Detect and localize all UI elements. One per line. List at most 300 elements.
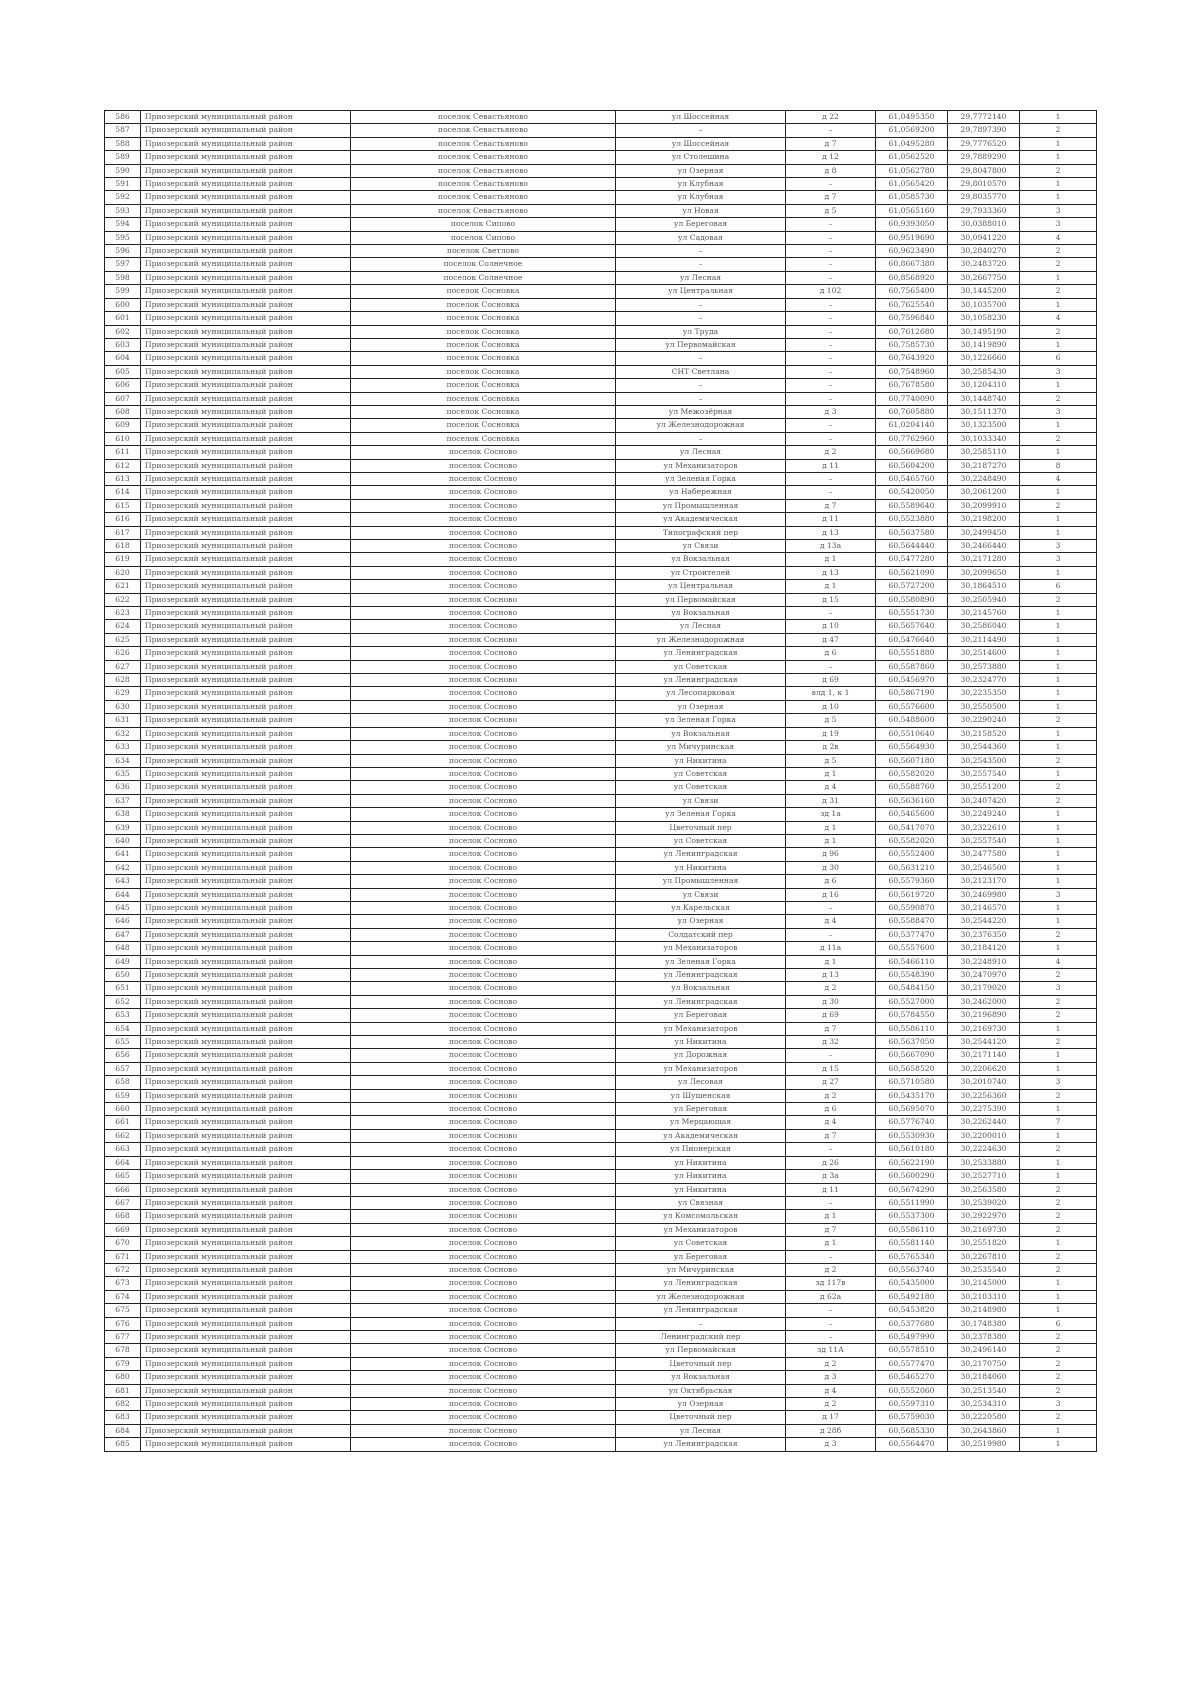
cell-street: ул Первомайская bbox=[616, 338, 786, 351]
cell-house: д 1 bbox=[786, 834, 876, 847]
cell-latitude: 60,5377470 bbox=[876, 928, 948, 941]
cell-settlement: поселок Сосново bbox=[351, 901, 616, 914]
cell-longitude: 30,2513540 bbox=[948, 1384, 1020, 1397]
table-row bbox=[105, 1049, 1097, 1062]
cell-street: ул Советская bbox=[616, 834, 786, 847]
table-row bbox=[105, 754, 1097, 767]
table-row bbox=[105, 727, 1097, 740]
cell-row-number: 588 bbox=[105, 137, 141, 150]
cell-raion: Приозерский муниципальный район bbox=[141, 405, 351, 418]
cell-house: д 11 bbox=[786, 513, 876, 526]
cell-longitude: 30,2535540 bbox=[948, 1263, 1020, 1276]
cell-street: ул Никитина bbox=[616, 861, 786, 874]
cell-raion: Приозерский муниципальный район bbox=[141, 486, 351, 499]
cell-latitude: 60,5622190 bbox=[876, 1156, 948, 1169]
cell-street: ул Дорожная bbox=[616, 1049, 786, 1062]
cell-row-number: 619 bbox=[105, 553, 141, 566]
cell-raion: Приозерский муниципальный район bbox=[141, 794, 351, 807]
cell-settlement: поселок Сосновка bbox=[351, 392, 616, 405]
cell-count: 1 bbox=[1020, 767, 1097, 780]
table-row bbox=[105, 1062, 1097, 1075]
cell-house: д 5 bbox=[786, 754, 876, 767]
cell-settlement: поселок Сосново bbox=[351, 1196, 616, 1209]
cell-latitude: 60,5497990 bbox=[876, 1330, 948, 1343]
cell-longitude: 30,2505940 bbox=[948, 593, 1020, 606]
cell-row-number: 629 bbox=[105, 687, 141, 700]
cell-settlement: поселок Севастьяново bbox=[351, 204, 616, 217]
cell-longitude: 30,2206620 bbox=[948, 1062, 1020, 1075]
cell-street: ул Ленинградская bbox=[616, 1277, 786, 1290]
cell-settlement: поселок Севастьяново bbox=[351, 164, 616, 177]
cell-street: ул Связи bbox=[616, 540, 786, 553]
table-row bbox=[105, 526, 1097, 539]
cell-longitude: 30,2378380 bbox=[948, 1330, 1020, 1343]
cell-latitude: 60,7596840 bbox=[876, 312, 948, 325]
cell-raion: Приозерский муниципальный район bbox=[141, 821, 351, 834]
cell-latitude: 60,7565400 bbox=[876, 285, 948, 298]
cell-house: – bbox=[786, 231, 876, 244]
cell-house: – bbox=[786, 1049, 876, 1062]
cell-raion: Приозерский муниципальный район bbox=[141, 204, 351, 217]
cell-row-number: 610 bbox=[105, 432, 141, 445]
cell-raion: Приозерский муниципальный район bbox=[141, 312, 351, 325]
cell-settlement: поселок Сосновка bbox=[351, 325, 616, 338]
cell-raion: Приозерский муниципальный район bbox=[141, 1384, 351, 1397]
table-row bbox=[105, 191, 1097, 204]
cell-row-number: 676 bbox=[105, 1317, 141, 1330]
table-row bbox=[105, 687, 1097, 700]
cell-settlement: поселок Сосново bbox=[351, 995, 616, 1008]
cell-latitude: 60,5523880 bbox=[876, 513, 948, 526]
cell-house: д 13 bbox=[786, 526, 876, 539]
cell-count: 1 bbox=[1020, 137, 1097, 150]
cell-house: д 2 bbox=[786, 1357, 876, 1370]
cell-row-number: 614 bbox=[105, 486, 141, 499]
cell-raion: Приозерский муниципальный район bbox=[141, 566, 351, 579]
cell-raion: Приозерский муниципальный район bbox=[141, 352, 351, 365]
cell-longitude: 30,2184060 bbox=[948, 1371, 1020, 1384]
cell-house: д 1 bbox=[786, 821, 876, 834]
cell-house: – bbox=[786, 338, 876, 351]
table-row bbox=[105, 741, 1097, 754]
cell-raion: Приозерский муниципальный район bbox=[141, 231, 351, 244]
cell-raion: Приозерский муниципальный район bbox=[141, 808, 351, 821]
cell-latitude: 60,7605880 bbox=[876, 405, 948, 418]
cell-count: 1 bbox=[1020, 875, 1097, 888]
cell-street: ул Мерцающая bbox=[616, 1116, 786, 1129]
cell-row-number: 609 bbox=[105, 419, 141, 432]
cell-count: 2 bbox=[1020, 754, 1097, 767]
cell-longitude: 30,2544120 bbox=[948, 1036, 1020, 1049]
cell-street: Солдатский пер bbox=[616, 928, 786, 941]
cell-raion: Приозерский муниципальный район bbox=[141, 660, 351, 673]
table-row bbox=[105, 392, 1097, 405]
cell-count: 2 bbox=[1020, 1223, 1097, 1236]
cell-count: 1 bbox=[1020, 191, 1097, 204]
cell-street: ул Советская bbox=[616, 660, 786, 673]
cell-settlement: поселок Сосново bbox=[351, 888, 616, 901]
cell-raion: Приозерский муниципальный район bbox=[141, 1424, 351, 1437]
cell-street: ул Береговая bbox=[616, 1250, 786, 1263]
cell-street: ул Лесная bbox=[616, 271, 786, 284]
cell-longitude: 30,2586040 bbox=[948, 620, 1020, 633]
cell-row-number: 655 bbox=[105, 1036, 141, 1049]
table-row bbox=[105, 352, 1097, 365]
cell-settlement: поселок Сосновка bbox=[351, 312, 616, 325]
cell-longitude: 30,2469980 bbox=[948, 888, 1020, 901]
cell-street: – bbox=[616, 352, 786, 365]
table-row bbox=[105, 137, 1097, 150]
cell-raion: Приозерский муниципальный район bbox=[141, 1196, 351, 1209]
cell-latitude: 60,5784550 bbox=[876, 1009, 948, 1022]
cell-street: ул Ленинградская bbox=[616, 848, 786, 861]
cell-row-number: 627 bbox=[105, 660, 141, 673]
cell-count: 1 bbox=[1020, 486, 1097, 499]
cell-count: 1 bbox=[1020, 1424, 1097, 1437]
cell-house: – bbox=[786, 312, 876, 325]
cell-house: д 11а bbox=[786, 942, 876, 955]
cell-house: – bbox=[786, 1330, 876, 1343]
cell-row-number: 600 bbox=[105, 298, 141, 311]
cell-longitude: 30,2533880 bbox=[948, 1156, 1020, 1169]
cell-row-number: 596 bbox=[105, 245, 141, 258]
cell-latitude: 61,0565420 bbox=[876, 178, 948, 191]
cell-settlement: поселок Севастьяново bbox=[351, 111, 616, 124]
cell-latitude: 61,0495350 bbox=[876, 111, 948, 124]
cell-count: 6 bbox=[1020, 1317, 1097, 1330]
cell-latitude: 60,5456970 bbox=[876, 674, 948, 687]
cell-count: 1 bbox=[1020, 700, 1097, 713]
cell-count: 3 bbox=[1020, 204, 1097, 217]
cell-settlement: поселок Сосново bbox=[351, 1022, 616, 1035]
cell-street: СНТ Светлана bbox=[616, 365, 786, 378]
cell-house: – bbox=[786, 1250, 876, 1263]
cell-row-number: 620 bbox=[105, 566, 141, 579]
cell-count: 2 bbox=[1020, 124, 1097, 137]
table-row bbox=[105, 338, 1097, 351]
cell-row-number: 626 bbox=[105, 647, 141, 660]
table-row bbox=[105, 459, 1097, 472]
cell-house: д 6 bbox=[786, 1103, 876, 1116]
cell-latitude: 61,0562780 bbox=[876, 164, 948, 177]
cell-street: ул Зеленая Горка bbox=[616, 808, 786, 821]
cell-settlement: поселок Сосново bbox=[351, 1049, 616, 1062]
cell-settlement: поселок Сосново bbox=[351, 1223, 616, 1236]
table-row bbox=[105, 486, 1097, 499]
cell-house: д 26 bbox=[786, 1156, 876, 1169]
cell-street: ул Советская bbox=[616, 767, 786, 780]
cell-latitude: 60,5488600 bbox=[876, 714, 948, 727]
cell-longitude: 30,2145760 bbox=[948, 607, 1020, 620]
cell-street: ул Ленинградская bbox=[616, 1304, 786, 1317]
cell-street: ул Промышленная bbox=[616, 499, 786, 512]
cell-street: Цветочный пер bbox=[616, 1411, 786, 1424]
table-row bbox=[105, 1036, 1097, 1049]
cell-raion: Приозерский муниципальный район bbox=[141, 1183, 351, 1196]
cell-settlement: поселок Сосново bbox=[351, 499, 616, 512]
cell-count: 1 bbox=[1020, 338, 1097, 351]
cell-count: 4 bbox=[1020, 312, 1097, 325]
cell-row-number: 665 bbox=[105, 1170, 141, 1183]
cell-latitude: 60,5435000 bbox=[876, 1277, 948, 1290]
cell-raion: Приозерский муниципальный район bbox=[141, 1036, 351, 1049]
cell-house: д 4 bbox=[786, 1116, 876, 1129]
cell-count: 1 bbox=[1020, 1438, 1097, 1451]
table-row bbox=[105, 1210, 1097, 1223]
table-row bbox=[105, 1424, 1097, 1437]
cell-count: 2 bbox=[1020, 928, 1097, 941]
cell-count: 1 bbox=[1020, 151, 1097, 164]
cell-latitude: 60,5492180 bbox=[876, 1290, 948, 1303]
cell-row-number: 660 bbox=[105, 1103, 141, 1116]
cell-count: 2 bbox=[1020, 1036, 1097, 1049]
cell-row-number: 652 bbox=[105, 995, 141, 1008]
table-row bbox=[105, 861, 1097, 874]
cell-settlement: поселок Сосновка bbox=[351, 298, 616, 311]
cell-raion: Приозерский муниципальный район bbox=[141, 365, 351, 378]
cell-longitude: 30,2462000 bbox=[948, 995, 1020, 1008]
table-row bbox=[105, 1411, 1097, 1424]
cell-count: 6 bbox=[1020, 580, 1097, 593]
cell-street: ул Первомайская bbox=[616, 1344, 786, 1357]
cell-settlement: поселок Сосново bbox=[351, 607, 616, 620]
cell-raion: Приозерский муниципальный район bbox=[141, 875, 351, 888]
cell-street: ул Промышленная bbox=[616, 875, 786, 888]
cell-raion: Приозерский муниципальный район bbox=[141, 1330, 351, 1343]
cell-house: д 10 bbox=[786, 620, 876, 633]
cell-house: – bbox=[786, 298, 876, 311]
cell-settlement: поселок Сосново bbox=[351, 781, 616, 794]
cell-longitude: 30,2376350 bbox=[948, 928, 1020, 941]
cell-longitude: 30,2466440 bbox=[948, 540, 1020, 553]
cell-row-number: 639 bbox=[105, 821, 141, 834]
cell-raion: Приозерский муниципальный район bbox=[141, 620, 351, 633]
cell-settlement: поселок Сосновка bbox=[351, 379, 616, 392]
cell-raion: Приозерский муниципальный район bbox=[141, 714, 351, 727]
cell-house: – bbox=[786, 258, 876, 271]
table-row bbox=[105, 995, 1097, 1008]
cell-settlement: поселок Сосново bbox=[351, 848, 616, 861]
cell-settlement: поселок Сосново bbox=[351, 647, 616, 660]
cell-raion: Приозерский муниципальный район bbox=[141, 499, 351, 512]
table-row bbox=[105, 285, 1097, 298]
cell-latitude: 60,5420050 bbox=[876, 486, 948, 499]
cell-settlement: поселок Сосново bbox=[351, 1424, 616, 1437]
cell-street: ул Ленинградская bbox=[616, 647, 786, 660]
cell-street: ул Никитина bbox=[616, 1170, 786, 1183]
cell-raion: Приозерский муниципальный район bbox=[141, 1317, 351, 1330]
table-row bbox=[105, 580, 1097, 593]
cell-street: ул Связи bbox=[616, 794, 786, 807]
cell-count: 2 bbox=[1020, 1344, 1097, 1357]
cell-raion: Приозерский муниципальный район bbox=[141, 1304, 351, 1317]
cell-raion: Приозерский муниципальный район bbox=[141, 392, 351, 405]
cell-raion: Приозерский муниципальный район bbox=[141, 1076, 351, 1089]
cell-street: ул Вокзальная bbox=[616, 1371, 786, 1384]
cell-count: 2 bbox=[1020, 1250, 1097, 1263]
cell-longitude: 30,2551820 bbox=[948, 1237, 1020, 1250]
cell-longitude: 30,2103310 bbox=[948, 1290, 1020, 1303]
cell-raion: Приозерский муниципальный район bbox=[141, 258, 351, 271]
table-row bbox=[105, 674, 1097, 687]
cell-street: ул Мичуринская bbox=[616, 741, 786, 754]
table-row bbox=[105, 942, 1097, 955]
cell-longitude: 30,2171280 bbox=[948, 553, 1020, 566]
cell-raion: Приозерский муниципальный район bbox=[141, 325, 351, 338]
cell-raion: Приозерский муниципальный район bbox=[141, 1344, 351, 1357]
cell-longitude: 30,2275390 bbox=[948, 1103, 1020, 1116]
cell-street: ул Озерная bbox=[616, 700, 786, 713]
cell-house: – bbox=[786, 486, 876, 499]
cell-latitude: 60,5435170 bbox=[876, 1089, 948, 1102]
cell-raion: Приозерский муниципальный район bbox=[141, 1129, 351, 1142]
cell-longitude: 30,1448740 bbox=[948, 392, 1020, 405]
cell-count: 7 bbox=[1020, 1116, 1097, 1129]
cell-raion: Приозерский муниципальный район bbox=[141, 1143, 351, 1156]
cell-row-number: 595 bbox=[105, 231, 141, 244]
cell-settlement: поселок Сосново bbox=[351, 834, 616, 847]
cell-house: д 5 bbox=[786, 204, 876, 217]
cell-row-number: 613 bbox=[105, 472, 141, 485]
cell-street: – bbox=[616, 432, 786, 445]
cell-house: д 7 bbox=[786, 499, 876, 512]
cell-street: ул Карельская bbox=[616, 901, 786, 914]
cell-settlement: поселок Сосново bbox=[351, 875, 616, 888]
cell-latitude: 61,0565160 bbox=[876, 204, 948, 217]
table-row bbox=[105, 875, 1097, 888]
cell-count: 1 bbox=[1020, 620, 1097, 633]
cell-settlement: поселок Сосново bbox=[351, 754, 616, 767]
cell-count: 3 bbox=[1020, 1076, 1097, 1089]
cell-count: 1 bbox=[1020, 379, 1097, 392]
cell-count: 2 bbox=[1020, 258, 1097, 271]
cell-longitude: 30,2220580 bbox=[948, 1411, 1020, 1424]
cell-row-number: 664 bbox=[105, 1156, 141, 1169]
table-row bbox=[105, 1344, 1097, 1357]
cell-settlement: поселок Сосново bbox=[351, 620, 616, 633]
cell-longitude: 30,2146570 bbox=[948, 901, 1020, 914]
cell-house: – bbox=[786, 352, 876, 365]
table-row bbox=[105, 928, 1097, 941]
cell-house: – bbox=[786, 218, 876, 231]
cell-longitude: 30,2563580 bbox=[948, 1183, 1020, 1196]
cell-settlement: поселок Сосново bbox=[351, 459, 616, 472]
table-row bbox=[105, 982, 1097, 995]
cell-street: ул Лесная bbox=[616, 446, 786, 459]
cell-row-number: 640 bbox=[105, 834, 141, 847]
cell-longitude: 30,2184120 bbox=[948, 942, 1020, 955]
cell-row-number: 645 bbox=[105, 901, 141, 914]
cell-longitude: 30,2267810 bbox=[948, 1250, 1020, 1263]
cell-latitude: 60,5577470 bbox=[876, 1357, 948, 1370]
cell-latitude: 60,5759030 bbox=[876, 1411, 948, 1424]
cell-count: 1 bbox=[1020, 633, 1097, 646]
cell-longitude: 30,2196890 bbox=[948, 1009, 1020, 1022]
cell-row-number: 651 bbox=[105, 982, 141, 995]
cell-count: 1 bbox=[1020, 111, 1097, 124]
cell-row-number: 599 bbox=[105, 285, 141, 298]
table-row bbox=[105, 1330, 1097, 1343]
cell-house: д 28б bbox=[786, 1424, 876, 1437]
cell-house: д 13 bbox=[786, 969, 876, 982]
cell-house: влд 1, к 1 bbox=[786, 687, 876, 700]
cell-longitude: 30,2148980 bbox=[948, 1304, 1020, 1317]
cell-street: ул Лесопарковая bbox=[616, 687, 786, 700]
cell-street: – bbox=[616, 298, 786, 311]
table-row bbox=[105, 405, 1097, 418]
cell-house: д 7 bbox=[786, 137, 876, 150]
cell-row-number: 632 bbox=[105, 727, 141, 740]
table-row bbox=[105, 258, 1097, 271]
cell-latitude: 60,9393050 bbox=[876, 218, 948, 231]
table-row bbox=[105, 1304, 1097, 1317]
cell-latitude: 60,5551880 bbox=[876, 647, 948, 660]
table-row bbox=[105, 794, 1097, 807]
cell-latitude: 60,5484150 bbox=[876, 982, 948, 995]
cell-latitude: 60,5765340 bbox=[876, 1250, 948, 1263]
cell-row-number: 666 bbox=[105, 1183, 141, 1196]
cell-count: 1 bbox=[1020, 1290, 1097, 1303]
cell-latitude: 60,5579360 bbox=[876, 875, 948, 888]
cell-row-number: 643 bbox=[105, 875, 141, 888]
cell-row-number: 603 bbox=[105, 338, 141, 351]
cell-count: 1 bbox=[1020, 915, 1097, 928]
cell-row-number: 683 bbox=[105, 1411, 141, 1424]
cell-house: д 15 bbox=[786, 1062, 876, 1075]
cell-settlement: поселок Севастьяново bbox=[351, 124, 616, 137]
cell-row-number: 646 bbox=[105, 915, 141, 928]
table-row bbox=[105, 834, 1097, 847]
cell-street: ул Труда bbox=[616, 325, 786, 338]
cell-row-number: 682 bbox=[105, 1398, 141, 1411]
cell-latitude: 60,9623490 bbox=[876, 245, 948, 258]
cell-latitude: 60,5465760 bbox=[876, 472, 948, 485]
cell-latitude: 60,7625540 bbox=[876, 298, 948, 311]
cell-count: 1 bbox=[1020, 1304, 1097, 1317]
cell-house: д 30 bbox=[786, 861, 876, 874]
cell-house: д 13 bbox=[786, 566, 876, 579]
cell-count: 1 bbox=[1020, 647, 1097, 660]
cell-row-number: 647 bbox=[105, 928, 141, 941]
cell-latitude: 60,5637050 bbox=[876, 1036, 948, 1049]
cell-settlement: поселок Сосново bbox=[351, 1156, 616, 1169]
cell-row-number: 675 bbox=[105, 1304, 141, 1317]
cell-latitude: 60,5667090 bbox=[876, 1049, 948, 1062]
cell-latitude: 60,5551730 bbox=[876, 607, 948, 620]
table-row bbox=[105, 379, 1097, 392]
table-row bbox=[105, 124, 1097, 137]
cell-street: ул Зеленая Горка bbox=[616, 472, 786, 485]
cell-count: 1 bbox=[1020, 526, 1097, 539]
cell-longitude: 30,1495190 bbox=[948, 325, 1020, 338]
cell-longitude: 30,2179020 bbox=[948, 982, 1020, 995]
cell-street: ул Озерная bbox=[616, 1398, 786, 1411]
cell-longitude: 29,8010570 bbox=[948, 178, 1020, 191]
cell-house: – bbox=[786, 178, 876, 191]
cell-street: ул Вокзальная bbox=[616, 727, 786, 740]
table-row bbox=[105, 1223, 1097, 1236]
cell-raion: Приозерский муниципальный район bbox=[141, 191, 351, 204]
cell-latitude: 60,5588470 bbox=[876, 915, 948, 928]
table-row bbox=[105, 781, 1097, 794]
cell-row-number: 587 bbox=[105, 124, 141, 137]
cell-count: 2 bbox=[1020, 1330, 1097, 1343]
cell-street: ул Зеленая Горка bbox=[616, 955, 786, 968]
cell-row-number: 605 bbox=[105, 365, 141, 378]
cell-longitude: 30,2200010 bbox=[948, 1129, 1020, 1142]
table-row bbox=[105, 553, 1097, 566]
cell-raion: Приозерский муниципальный район bbox=[141, 513, 351, 526]
